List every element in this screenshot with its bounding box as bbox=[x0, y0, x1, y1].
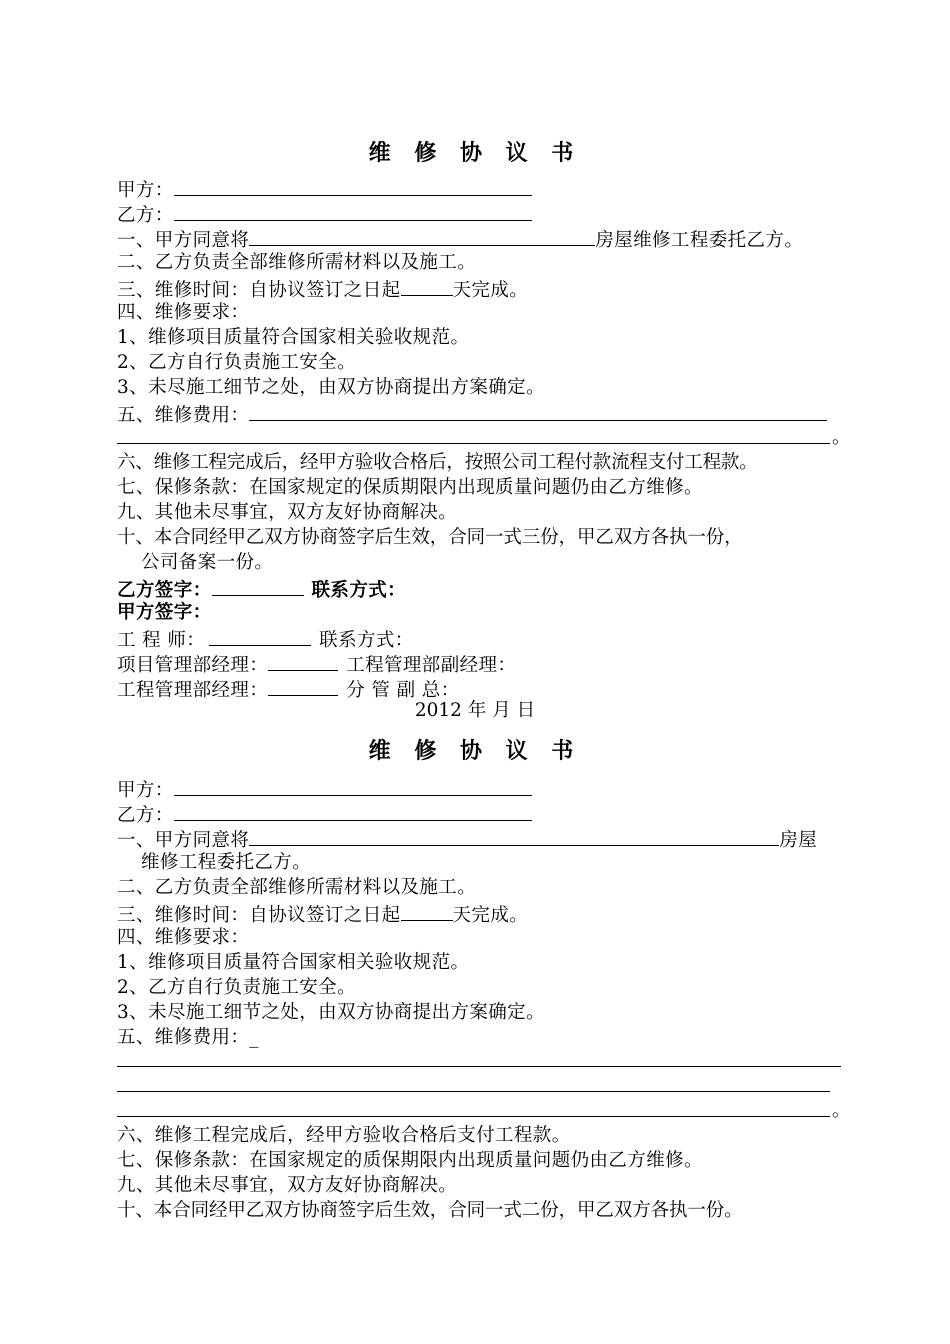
party-a-blank[interactable] bbox=[174, 176, 532, 196]
doc2-req3: 3、未尽施工细节之处，由双方协商提出方案确定。 bbox=[117, 1002, 545, 1023]
doc1-party-b: 乙方： bbox=[117, 201, 532, 228]
doc1-sign-b-row: 乙方签字： 联系方式： bbox=[117, 576, 406, 603]
sign-b-blank[interactable] bbox=[212, 576, 304, 596]
doc1-item5: 五、维修费用： bbox=[117, 401, 827, 428]
engineer-blank[interactable] bbox=[209, 626, 311, 646]
fee-blank-3[interactable] bbox=[117, 1116, 830, 1117]
doc2-party-a: 甲方： bbox=[117, 776, 532, 803]
doc2-item10: 十、本合同经甲乙双方协商签字后生效，合同一式二份，甲乙双方各执一份。 bbox=[117, 1200, 743, 1221]
property-blank[interactable] bbox=[249, 226, 595, 246]
doc1-engineer-row: 工 程 师： 联系方式： bbox=[117, 626, 414, 653]
doc1-period: 。 bbox=[832, 427, 850, 448]
doc1-item9: 九、其他未尽事宜，双方友好协商解决。 bbox=[117, 502, 458, 523]
doc1-item2: 二、乙方负责全部维修所需材料以及施工。 bbox=[117, 252, 477, 273]
doc2-item5: 五、维修费用：_ bbox=[117, 1027, 259, 1048]
property-blank[interactable] bbox=[249, 826, 779, 846]
doc2-title: 维 修 协 议 书 bbox=[368, 739, 582, 764]
days-blank[interactable] bbox=[401, 901, 453, 921]
doc2-item1-line2: 维修工程委托乙方。 bbox=[141, 852, 312, 873]
doc1-eng-row: 工程管理部经理： 分 管 副 总： bbox=[117, 676, 460, 703]
doc2-item6: 六、维修工程完成后，经甲方验收合格后支付工程款。 bbox=[117, 1125, 571, 1146]
fee-blank-1[interactable] bbox=[117, 1066, 841, 1067]
doc1-req1: 1、维修项目质量符合国家相关验收规范。 bbox=[117, 327, 470, 348]
doc2-item1: 一、甲方同意将 房屋 bbox=[117, 826, 817, 853]
doc1-pm-row: 项目管理部经理： 工程管理部副经理： bbox=[117, 651, 516, 678]
doc1-item10-line1: 十、本合同经甲乙双方协商签字后生效，合同一式三份，甲乙双方各执一份， bbox=[117, 527, 743, 548]
doc2-item9: 九、其他未尽事宜，双方友好协商解决。 bbox=[117, 1175, 458, 1196]
doc2-party-b: 乙方： bbox=[117, 801, 532, 828]
doc1-date: 2012 年 月 日 bbox=[414, 700, 536, 721]
fee-blank-2[interactable] bbox=[117, 1091, 830, 1092]
doc2-req1: 1、维修项目质量符合国家相关验收规范。 bbox=[117, 952, 470, 973]
party-b-blank[interactable] bbox=[174, 801, 532, 821]
fee-blank-2[interactable] bbox=[117, 443, 830, 444]
doc2-item2: 二、乙方负责全部维修所需材料以及施工。 bbox=[117, 877, 477, 898]
doc1-title: 维 修 协 议 书 bbox=[368, 141, 582, 166]
doc2-item4: 四、维修要求： bbox=[117, 927, 250, 948]
days-blank[interactable] bbox=[401, 276, 453, 296]
doc2-req2: 2、乙方自行负责施工安全。 bbox=[117, 977, 356, 998]
doc1-req2: 2、乙方自行负责施工安全。 bbox=[117, 352, 356, 373]
doc1-item3: 三、维修时间：自协议签订之日起 天完成。 bbox=[117, 276, 528, 303]
eng-manager-blank[interactable] bbox=[268, 676, 338, 696]
doc1-item7: 七、保修条款：在国家规定的保质期限内出现质量问题仍由乙方维修。 bbox=[117, 477, 703, 498]
doc2-item3: 三、维修时间：自协议签订之日起 天完成。 bbox=[117, 901, 528, 928]
doc1-item1: 一、甲方同意将 房屋维修工程委托乙方。 bbox=[117, 226, 803, 253]
fee-blank-1[interactable] bbox=[249, 401, 827, 421]
doc1-sign-a: 甲方签字： bbox=[117, 602, 212, 623]
doc1-item4: 四、维修要求： bbox=[117, 302, 250, 323]
doc1-item10-line2: 公司备案一份。 bbox=[141, 552, 274, 573]
pm-blank[interactable] bbox=[268, 651, 338, 671]
doc2-period: 。 bbox=[832, 1100, 850, 1121]
party-a-blank[interactable] bbox=[174, 776, 532, 796]
party-b-blank[interactable] bbox=[174, 201, 532, 221]
doc2-item7: 七、保修条款：在国家规定的质保期限内出现质量问题仍由乙方维修。 bbox=[117, 1150, 703, 1171]
doc1-party-a: 甲方： bbox=[117, 176, 532, 203]
doc1-req3: 3、未尽施工细节之处，由双方协商提出方案确定。 bbox=[117, 377, 545, 398]
doc1-item6: 六、维修工程完成后，经甲方验收合格后，按照公司工程付款流程支付工程款。 bbox=[117, 452, 758, 473]
